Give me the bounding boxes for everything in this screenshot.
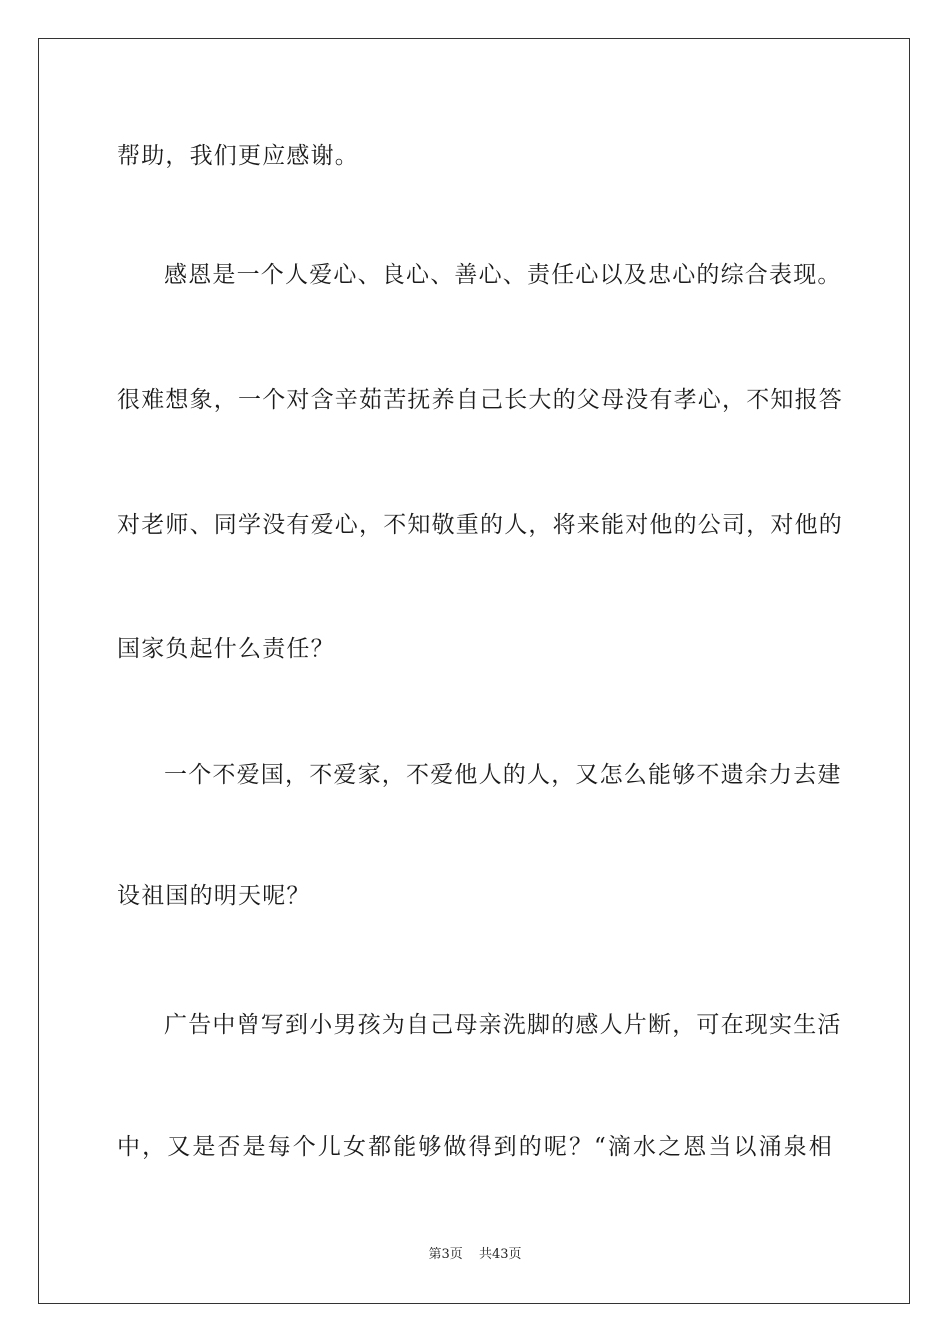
- page-border: [38, 38, 910, 1304]
- body-line-6: 一个不爱国，不爱家，不爱他人的人，又怎么能够不遗余力去建: [164, 762, 842, 788]
- body-line-2: 感恩是一个人爱心、良心、善心、责任心以及忠心的综合表现。: [164, 262, 842, 288]
- body-line-9: 中，又是否是每个儿女都能够做得到的呢？“滴水之恩当以涌泉相: [117, 1134, 833, 1160]
- page-number-current: 第3页: [428, 1247, 463, 1262]
- page-footer: [0, 1247, 950, 1263]
- body-line-5: 国家负起什么责任？: [117, 636, 335, 662]
- body-line-1: 帮助，我们更应感谢。: [117, 143, 359, 169]
- body-line-4: 对老师、同学没有爱心，不知敬重的人，将来能对他的公司，对他的: [117, 512, 843, 538]
- body-line-8: 广告中曾写到小男孩为自己母亲洗脚的感人片断，可在现实生活: [164, 1012, 842, 1038]
- body-line-7: 设祖国的明天呢？: [117, 883, 311, 909]
- page-number-total: 共43页: [478, 1247, 522, 1262]
- body-line-3: 很难想象，一个对含辛茹苦抚养自己长大的父母没有孝心，不知报答: [117, 387, 843, 413]
